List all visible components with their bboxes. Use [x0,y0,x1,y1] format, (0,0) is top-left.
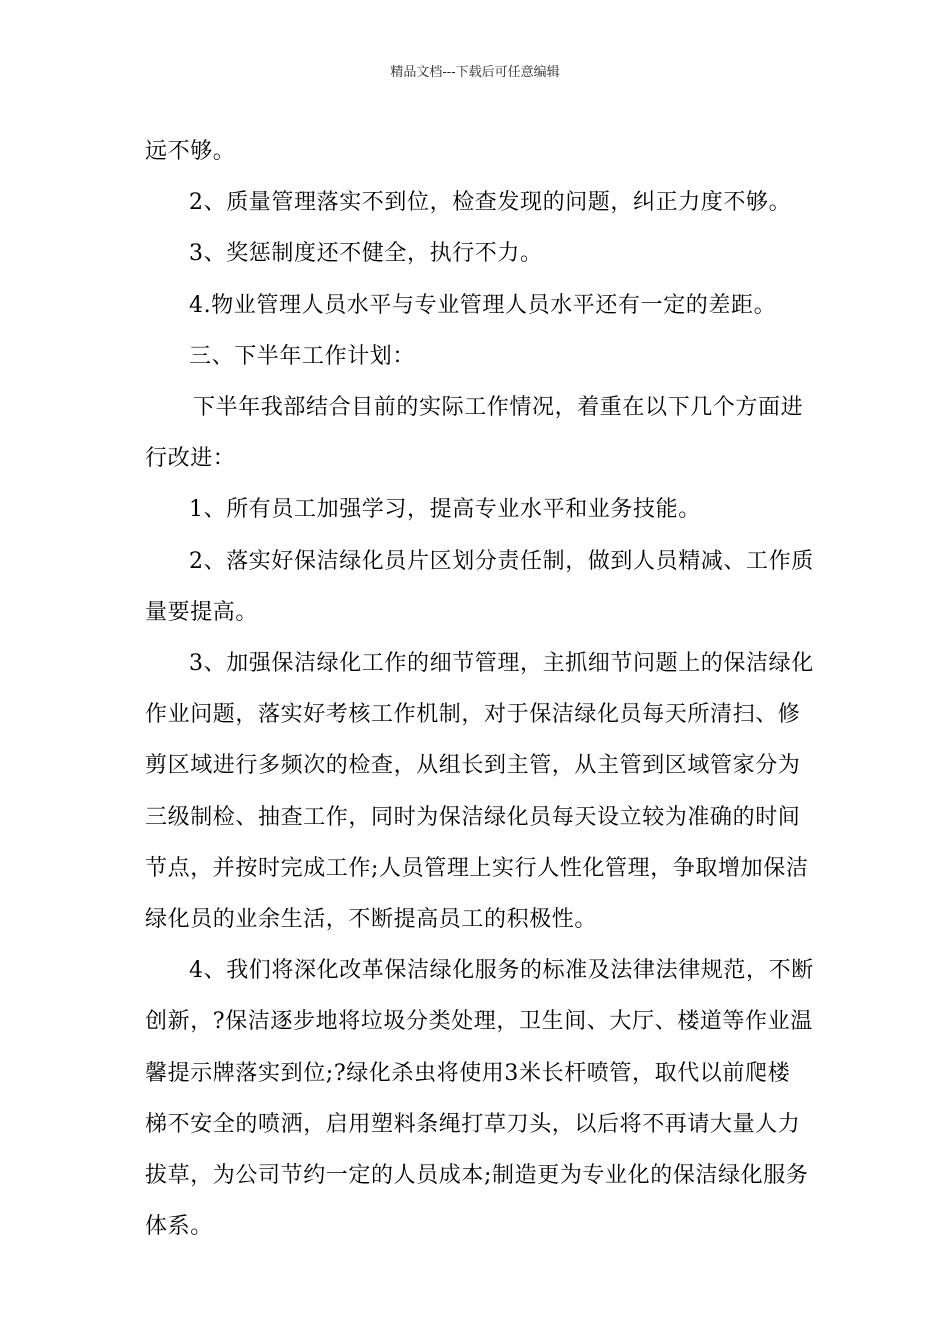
text-line: 量要提高。 [145,599,259,625]
text-line: 创新，?保洁逐步地将垃圾分类处理，卫生间、大厅、楼道等作业温 [145,1009,813,1035]
text-line: 作业问题，落实好考核工作机制，对于保洁绿化员每天所清扫、修 [145,702,801,728]
text-line: 拔草，为公司节约一定的人员成本;制造更为专业化的保洁绿化服务 [145,1163,809,1189]
text-line: 2、落实好保洁绿化员片区划分责任制，做到人员精减、工作质 [189,548,814,574]
text-line: 剪区域进行多频次的检查，从组长到主管，从主管到区域管家分为 [145,753,801,779]
text-line: 4、我们将深化改革保洁绿化服务的标准及法律法律规范，不断 [189,958,814,984]
text-line: 1、所有员工加强学习，提高专业水平和业务技能。 [189,497,701,523]
text-line: 三级制检、抽查工作，同时为保洁绿化员每天设立较为准确的时间 [145,804,801,830]
text-line: 4.物业管理人员水平与专业管理人员水平还有一定的差距。 [189,292,777,318]
text-line: 远不够。 [145,139,236,164]
text-line: 行改进： [145,446,236,472]
text-line: 节点，并按时完成工作;人员管理上实行人性化管理，争取增加保洁 [145,855,809,881]
text-line: 馨提示牌落实到位;?绿化杀虫将使用3米长杆喷管，取代以前爬楼 [145,1060,791,1086]
page-header: 精品文档---下载后可任意编辑 [390,65,560,80]
text-line: 体系。 [145,1214,213,1240]
text-line: 3、奖惩制度还不健全，执行不力。 [189,241,543,267]
document-body [145,126,814,1252]
text-line: 2、质量管理落实不到位，检查发现的问题，纠正力度不够。 [189,190,792,216]
text-line: 下半年我部结合目前的实际工作情况，着重在以下几个方面进 [193,395,804,421]
text-line: 绿化员的业余生活，不断提高员工的积极性。 [145,907,598,933]
text-line: 3、加强保洁绿化工作的细节管理，主抓细节问题上的保洁绿化 [189,651,814,677]
text-line: 梯不安全的喷洒，启用塑料条绳打草刀头，以后将不再请大量人力 [145,1111,801,1137]
section-heading: 三、下半年工作计划： [189,343,416,369]
